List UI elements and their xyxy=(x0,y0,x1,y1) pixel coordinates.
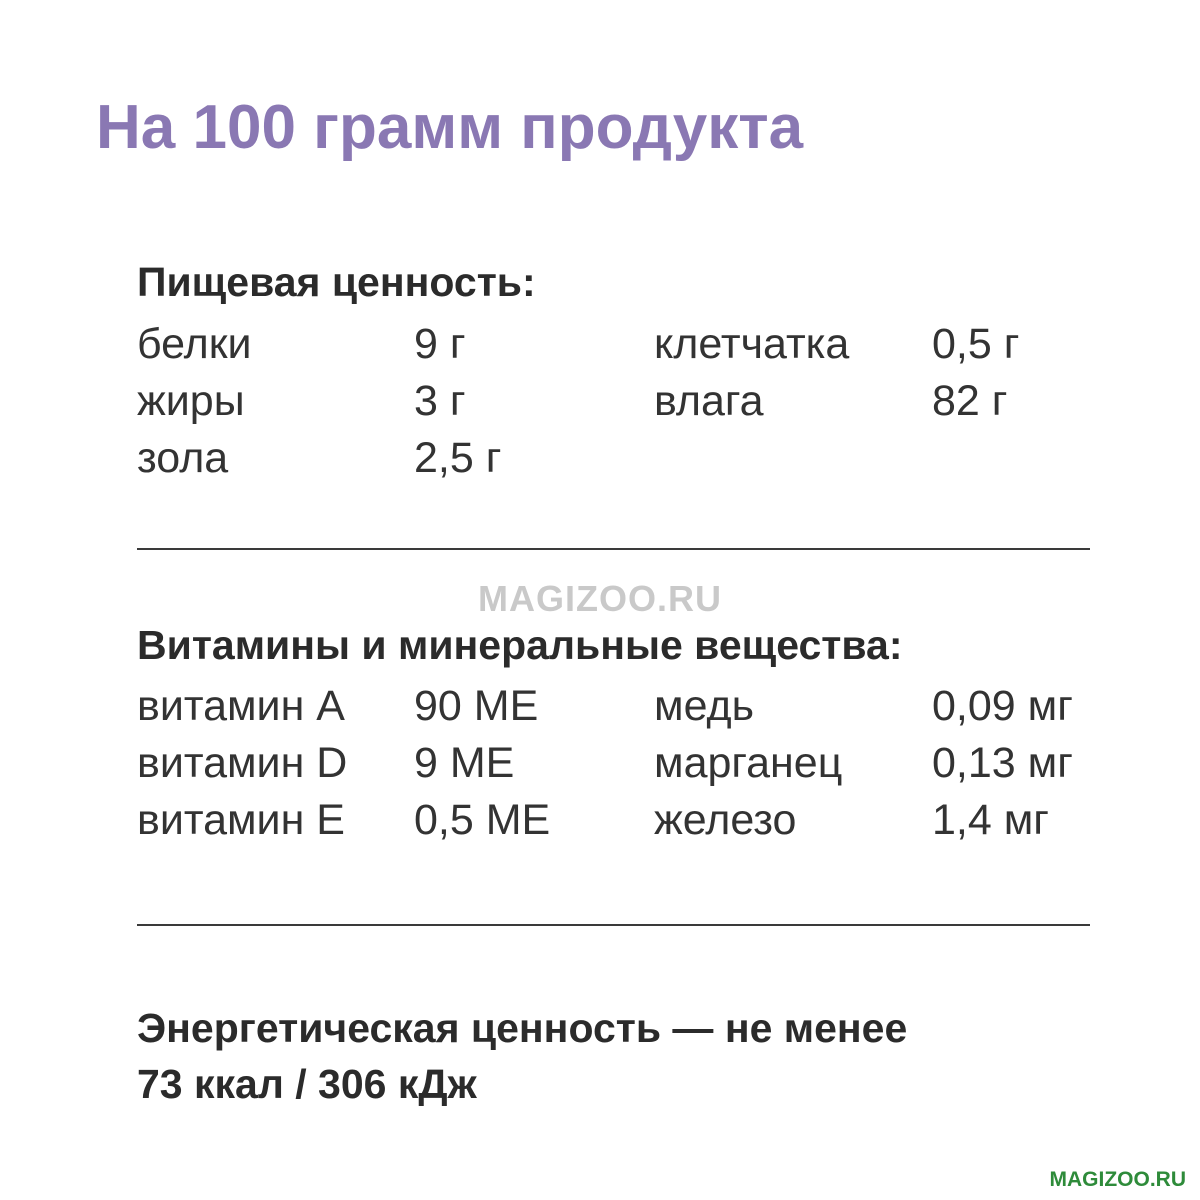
nutrition-table xyxy=(137,316,1097,487)
vitamin-name: витамин A xyxy=(137,682,345,730)
nutrient-name: клетчатка xyxy=(654,320,850,368)
vitamin-name: витамин D xyxy=(137,739,348,787)
vitamins-heading: Витамины и минеральные вещества: xyxy=(137,622,903,668)
nutrient-name: зола xyxy=(137,434,229,482)
mineral-name: марганец xyxy=(654,739,843,787)
nutrition-row xyxy=(137,316,1097,373)
vitamin-row xyxy=(137,678,1097,735)
vitamin-name: витамин E xyxy=(137,796,345,844)
nutrient-name: жиры xyxy=(137,377,245,425)
nutrient-value: 0,5 г xyxy=(932,320,1020,368)
nutrient-name: белки xyxy=(137,320,252,368)
nutrition-row xyxy=(137,430,1097,487)
nutrition-row xyxy=(137,373,1097,430)
nutrient-value: 2,5 г xyxy=(414,434,502,482)
vitamin-value: 90 МЕ xyxy=(414,682,539,730)
vitamin-value: 0,5 МЕ xyxy=(414,796,551,844)
vitamin-row xyxy=(137,735,1097,792)
nutrient-value: 9 г xyxy=(414,320,466,368)
energy-line-1: Энергетическая ценность — не менее xyxy=(137,1005,908,1051)
nutrient-value: 3 г xyxy=(414,377,466,425)
mineral-value: 1,4 мг xyxy=(932,796,1049,844)
corner-watermark: MAGIZOO.RU xyxy=(1049,1168,1186,1191)
section-divider xyxy=(137,924,1090,926)
nutrient-name: влага xyxy=(654,377,764,425)
watermark-text: MAGIZOO.RU xyxy=(478,578,722,619)
vitamins-table xyxy=(137,678,1097,849)
mineral-name: медь xyxy=(654,682,755,730)
mineral-value: 0,09 мг xyxy=(932,682,1073,730)
section-divider xyxy=(137,548,1090,550)
nutrient-value: 82 г xyxy=(932,377,1008,425)
mineral-name: железо xyxy=(654,796,797,844)
vitamin-value: 9 МЕ xyxy=(414,739,515,787)
mineral-value: 0,13 мг xyxy=(932,739,1073,787)
energy-value xyxy=(137,1000,907,1112)
vitamin-row xyxy=(137,792,1097,849)
nutrition-heading: Пищевая ценность: xyxy=(137,259,536,305)
page-title: На 100 грамм продукта xyxy=(96,93,804,162)
energy-line-2: 73 ккал / 306 кДж xyxy=(137,1061,477,1107)
